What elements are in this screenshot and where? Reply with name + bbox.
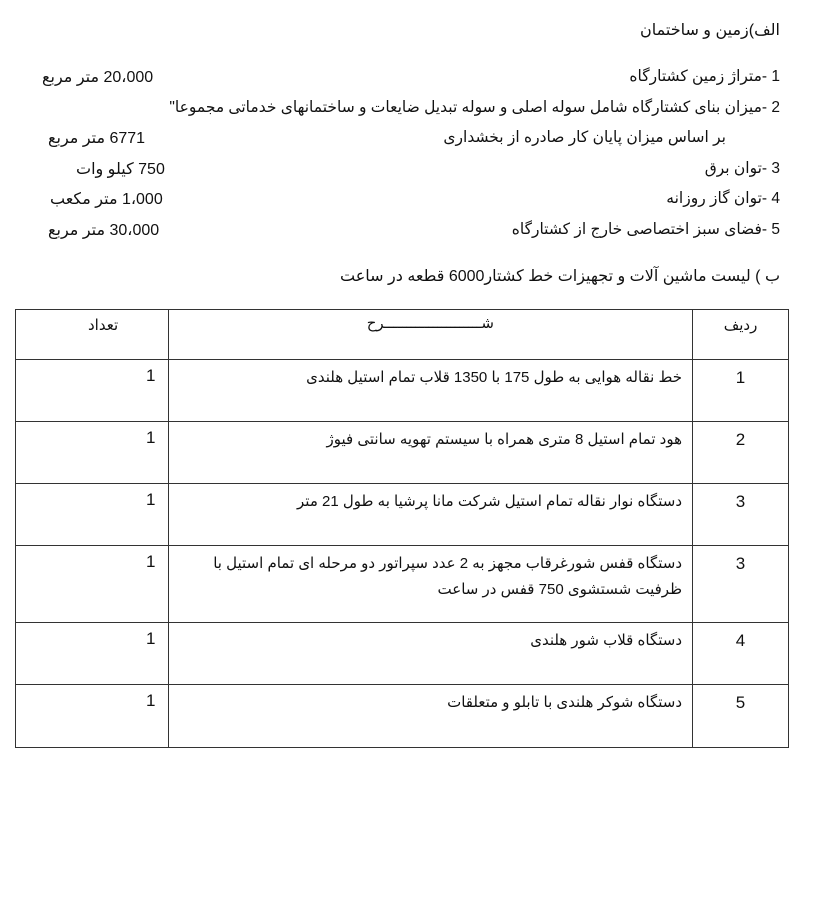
table-row: [16, 685, 789, 748]
table-header-row: [16, 310, 789, 360]
item-building-area-label: 2 -میزان بنای کشتارگاه شامل سوله اصلی و سوله تبدیل ضایعات و ساختمانهای خدماتی مجموعا": [169, 99, 780, 116]
cell-description: خط نقاله هوایی به طول 175 با 1350 قلاب تمام استیل هلندی: [168, 360, 692, 422]
cell-quantity: 1: [16, 685, 169, 748]
item-building-area-note: بر اساس میزان پایان کار صادره از بخشداری: [443, 129, 726, 146]
cell-quantity: 1: [16, 623, 169, 685]
header-quantity: تعداد: [16, 310, 169, 360]
cell-row-number: 1: [693, 360, 789, 422]
cell-quantity: 1: [16, 360, 169, 422]
table-row: [16, 360, 789, 422]
cell-row-number: 3: [693, 484, 789, 546]
cell-row-number: 4: [693, 623, 789, 685]
cell-row-number: 5: [693, 685, 789, 748]
table-row: [16, 484, 789, 546]
item-power-value: 750 کیلو وات: [76, 161, 165, 178]
cell-description: دستگاه قفس شورغرقاب مجهز به 2 عدد سپراتور دو مرحله ای تمام استیل با ظرفیت شستشوی 750 قفس در ساعت: [168, 546, 692, 623]
cell-description: دستگاه قلاب شور هلندی: [168, 623, 692, 685]
cell-quantity: 1: [16, 546, 169, 623]
cell-quantity: 1: [16, 422, 169, 484]
item-gas-label: 4 -توان گاز روزانه: [666, 190, 780, 207]
item-building-area-value: 6771 متر مربع: [48, 130, 146, 147]
section-b-heading: ب ) لیست ماشین آلات و تجهیزات خط کشتار6000 قطعه در ساعت: [340, 268, 780, 285]
header-description: شــــــــــــــــــــــرح: [168, 310, 692, 360]
item-power-label: 3 -توان برق: [704, 160, 780, 177]
table-row: [16, 422, 789, 484]
cell-description: دستگاه شوکر هلندی با تابلو و متعلقات: [168, 685, 692, 748]
item-land-area-value: 20،000 متر مربع: [42, 69, 154, 86]
section-a-heading: الف)زمین و ساختمان: [639, 22, 780, 39]
equipment-table: [15, 309, 789, 748]
table-row: [16, 623, 789, 685]
item-gas-value: 1،000 متر مکعب: [50, 191, 163, 208]
item-green-space-label: 5 -فضای سبز اختصاصی خارج از کشتارگاه: [511, 221, 780, 238]
cell-row-number: 2: [693, 422, 789, 484]
cell-quantity: 1: [16, 484, 169, 546]
item-green-space-value: 30،000 متر مربع: [48, 222, 160, 239]
table-row: [16, 546, 789, 623]
cell-description: هود تمام استیل 8 متری همراه با سیستم تهویه سانتی فیوژ: [168, 422, 692, 484]
cell-row-number: 3: [693, 546, 789, 623]
header-row-number: ردیف: [693, 310, 789, 360]
cell-description: دستگاه نوار نقاله تمام استیل شرکت مانا پرشیا به طول 21 متر: [168, 484, 692, 546]
item-land-area-label: 1 -متراژ زمین کشتارگاه: [629, 68, 780, 85]
